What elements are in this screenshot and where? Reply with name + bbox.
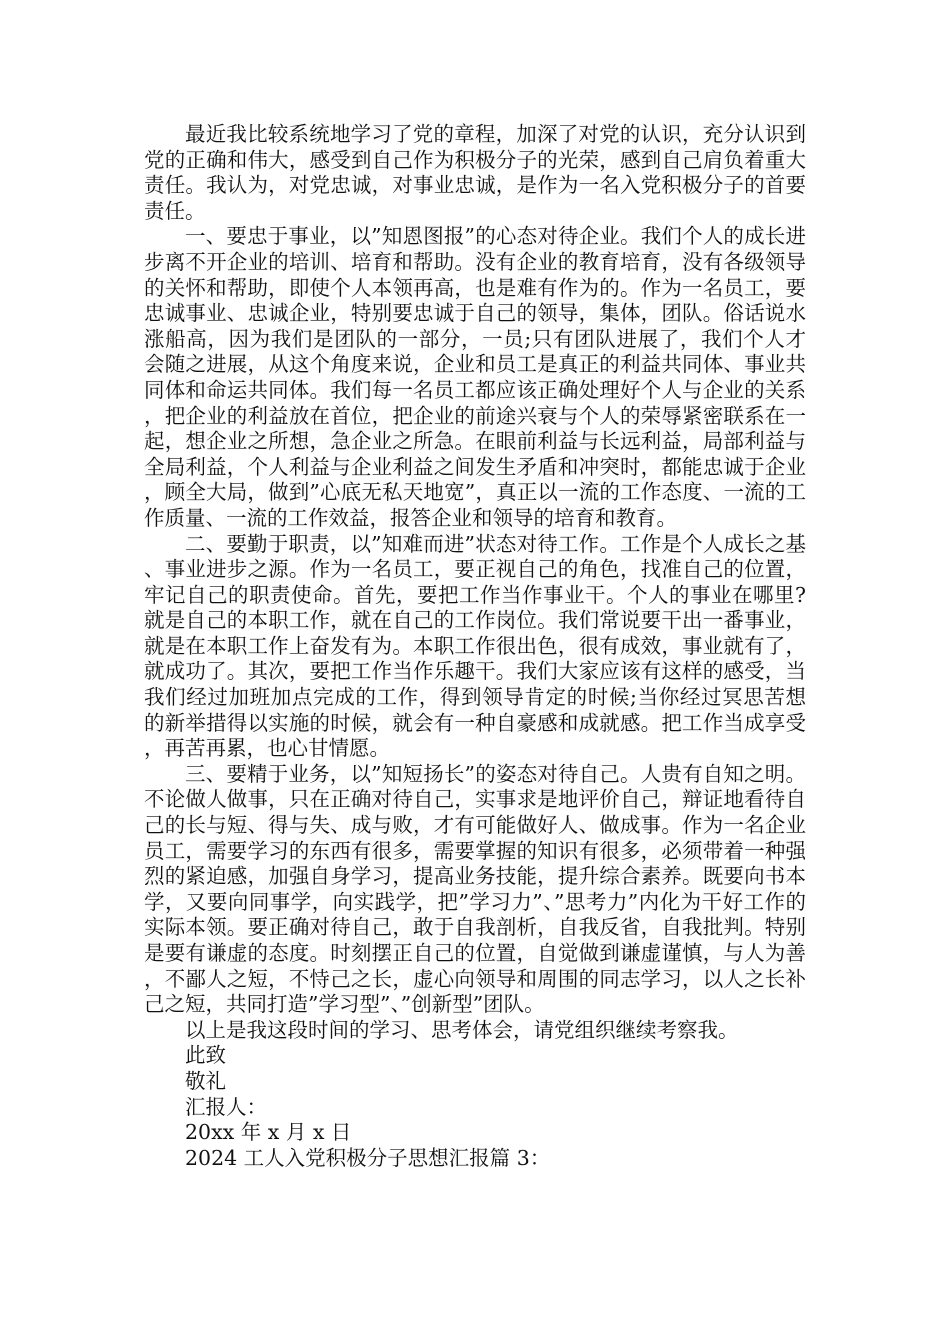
- salutation-cizhi: 此致: [185, 1043, 226, 1068]
- paragraph-section-two: 二、要勤于职责，以”知难而进”状态对待工作。工作是个人成长之基、事业进步之源。作为一名员工，要正视自己的角色，找准自己的位置，牢记自己的职责使命。首先，要把工作当作事业干。个人的事业在哪里?就是自己的本职工作，就在自己的工作岗位。我们常说要干出一番事业，就是在本职工作上奋发有为。本职工作很出色，很有成效，事业就有了，就成功了。其次，要把工作当作乐趣干。我们大家应该有这样的感受，当我们经过加班加点完成的工作，得到领导肯定的时候;当你经过冥思苦想的新举措得以实施的时候，就会有一种自豪感和成就感。把工作当成享受，再苦再累，也心甘情愿。: [144, 531, 806, 761]
- paragraph-intro: 最近我比较系统地学习了党的章程，加深了对党的认识，充分认识到党的正确和伟大，感受到自己作为积极分子的光荣，感到自己肩负着重大责任。我认为，对党忠诚，对事业忠诚，是作为一名入党积极分子的首要责任。: [144, 122, 806, 223]
- reporter-label: 汇报人：: [185, 1094, 267, 1119]
- paragraph-section-one: 一、要忠于事业，以”知恩图报”的心态对待企业。我们个人的成长进步离不开企业的培训、培育和帮助。没有企业的教育培育，没有各级领导的关怀和帮助，即使个人本领再高，也是难有作为的。作为一名员工，要忠诚事业、忠诚企业，特别要忠诚于自己的领导，集体，团队。俗话说水涨船高，因为我们是团队的一部分，一员;只有团队进展了，我们个人才会随之进展，从这个角度来说，企业和员工是真正的利益共同体、事业共同体和命运共同体。我们每一名员工都应该正确处理好个人与企业的关系，把企业的利益放在首位，把企业的前途兴衰与个人的荣辱紧密联系在一起，想企业之所想，急企业之所急。在眼前利益与长远利益，局部利益与全局利益，个人利益与企业利益之间发生矛盾和冲突时，都能忠诚于企业，顾全大局，做到”心底无私天地宽”，真正以一流的工作态度、一流的工作质量、一流的工作效益，报答企业和领导的培育和教育。: [144, 224, 806, 530]
- report-date: 20xx 年 x 月 x 日: [185, 1120, 352, 1145]
- closing-statement: 以上是我这段时间的学习、思考体会，请党组织继续考察我。: [185, 1017, 739, 1042]
- next-section-title: 2024 工人入党积极分子思想汇报篇 3：: [185, 1145, 551, 1170]
- salutation-jingli: 敬礼: [185, 1068, 226, 1093]
- paragraph-section-three: 三、要精于业务，以”知短扬长”的姿态对待自己。人贵有自知之明。不论做人做事，只在正确对待自己，实事求是地评价自己，辩证地看待自己的长与短、得与失、成与败，才有可能做好人、做成事。作为一名企业员工，需要学习的东西有很多，需要掌握的知识有很多，必须带着一种强烈的紧迫感，加强自身学习，提高业务技能，提升综合素养。既要向书本学，又要向同事学，向实践学，把”学习力”、”思考力”内化为干好工作的实际本领。要正确对待自己，敢于自我剖析，自我反省，自我批判。特别是要有谦虚的态度。时刻摆正自己的位置，自觉做到谦虚谨慎，与人为善，不鄙人之短，不恃己之长，虚心向领导和周围的同志学习，以人之长补己之短，共同打造”学习型”、”创新型”团队。: [144, 761, 806, 1017]
- document-body: [144, 122, 806, 1171]
